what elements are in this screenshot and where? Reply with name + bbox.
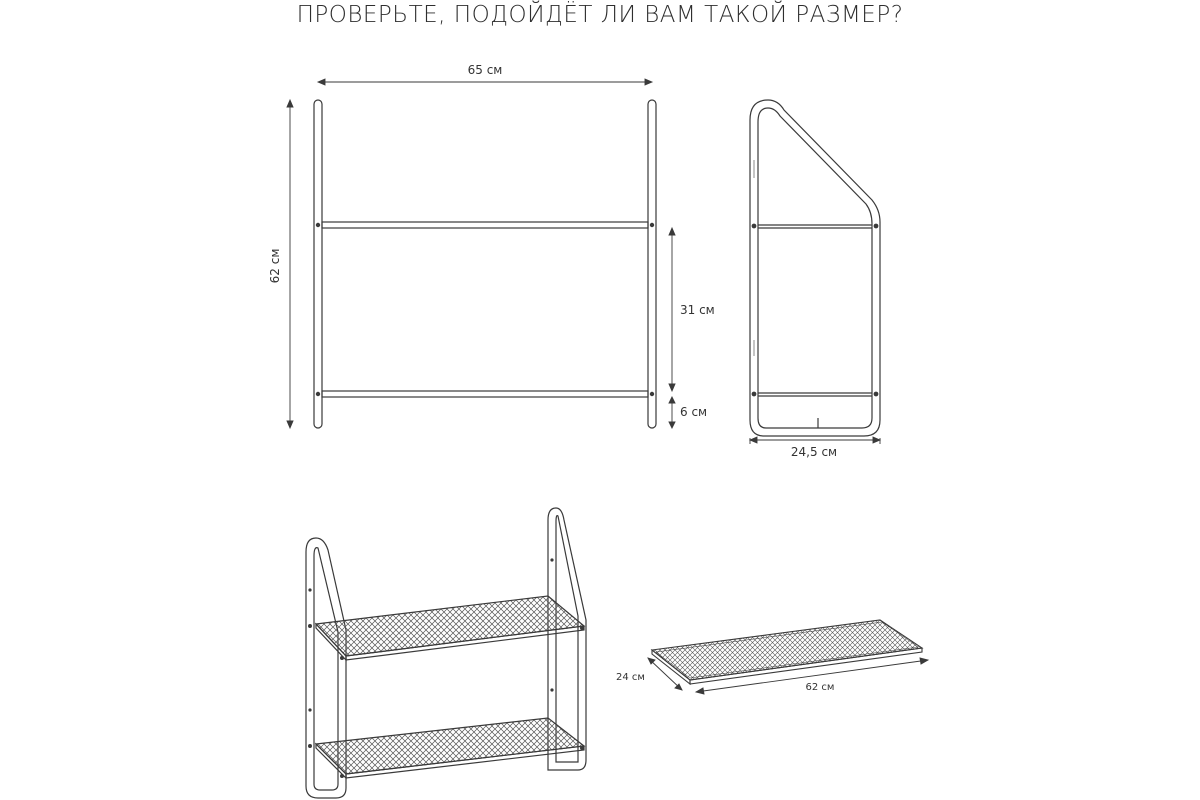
front-width-dimension: [318, 79, 652, 85]
page-title: ПРОВЕРЬТЕ, ПОДОЙДЁТ ЛИ ВАМ ТАКОЙ РАЗМЕР?: [296, 2, 904, 28]
front-right-upright: [648, 100, 656, 428]
front-shelf-gap-dimension: [669, 228, 675, 391]
side-depth-label: 24,5 см: [790, 445, 838, 459]
side-view: [750, 100, 880, 436]
side-depth-dimension: [750, 437, 880, 444]
perspective-view: [306, 508, 586, 798]
front-lower-shelf: [322, 391, 648, 397]
shelf-depth-label: 24 см: [616, 672, 645, 683]
front-bottom-gap-label: 6 см: [680, 405, 708, 419]
front-bottom-gap-dimension: [669, 397, 675, 428]
front-height-label: 62 см: [268, 248, 282, 284]
shelf-length-label: 62 см: [805, 682, 835, 693]
shelf-detail: [652, 620, 922, 684]
front-view: [314, 100, 656, 428]
front-left-upright: [314, 100, 322, 428]
front-upper-shelf: [322, 222, 648, 228]
side-frame-outer: [750, 100, 880, 436]
front-shelf-gap-label: 31 см: [680, 303, 715, 317]
front-height-dimension: [287, 100, 293, 428]
side-frame-inner: [758, 108, 872, 428]
front-width-label: 65 см: [467, 63, 503, 77]
